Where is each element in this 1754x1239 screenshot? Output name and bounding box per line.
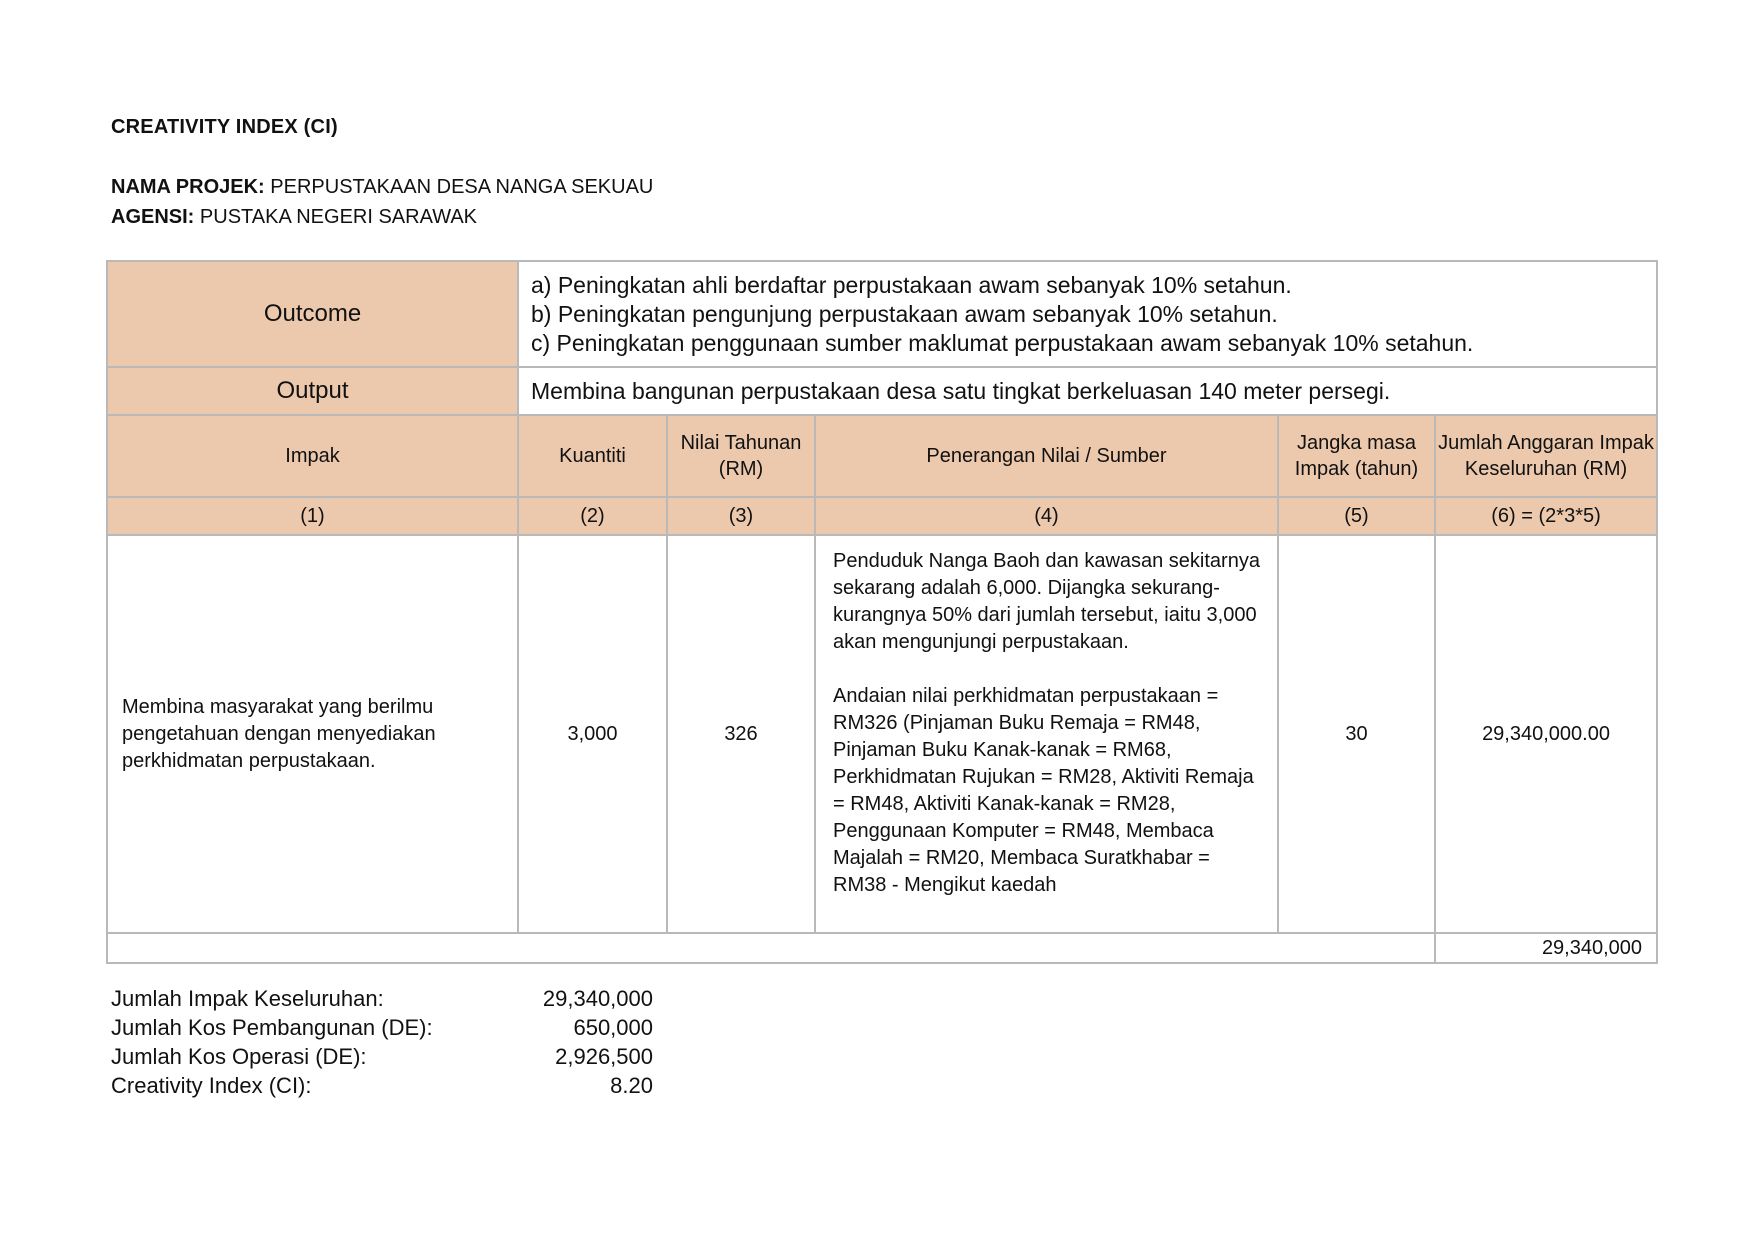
total-value: 29,340,000: [1435, 933, 1657, 963]
column-number-row: [107, 497, 1657, 535]
summary-label: Jumlah Impak Keseluruhan:: [111, 986, 384, 1011]
summary-row: [111, 1042, 653, 1071]
agency-line: [111, 206, 477, 229]
nilai-tahunan-cell: 326: [667, 535, 815, 933]
penerangan-text: [816, 543, 1277, 926]
total-row: [107, 933, 1657, 963]
jumlah-cell: 29,340,000.00: [1435, 535, 1657, 933]
summary-label: Creativity Index (CI):: [111, 1073, 312, 1098]
output-label: Output: [107, 367, 518, 415]
header-jumlah-anggaran: Jumlah Anggaran Impak Keseluruhan (RM): [1435, 415, 1657, 497]
outcome-line: a) Peningkatan ahli berdaftar perpustakaan awam sebanyak 10% setahun.: [531, 271, 1292, 298]
output-text: Membina bangunan perpustakaan desa satu tingkat berkeluasan 140 meter persegi.: [518, 367, 1657, 415]
summary-block: [111, 984, 653, 1100]
outcome-row: [107, 261, 1657, 367]
header-impak: Impak: [107, 415, 518, 497]
project-name-value: PERPUSTAKAAN DESA NANGA SEKUAU: [270, 176, 654, 198]
impak-cell: Membina masyarakat yang berilmu pengetahuan dengan menyediakan perkhidmatan perpustakaan.: [107, 535, 518, 933]
penerangan-paragraph: Penduduk Nanga Baoh dan kawasan sekitarnya sekarang adalah 6,000. Dijangka sekurang-kurangnya 50% dari jumlah tersebut, iaitu 3,000 akan mengunjungi perpustakaan.: [833, 549, 1260, 653]
header-jangka-masa: Jangka masa Impak (tahun): [1278, 415, 1435, 497]
column-number: (1): [107, 497, 518, 535]
column-number: (5): [1278, 497, 1435, 535]
creativity-index-table: [106, 260, 1658, 964]
project-name-line: [111, 176, 653, 199]
penerangan-cell: [815, 535, 1278, 933]
kuantiti-cell: 3,000: [518, 535, 667, 933]
summary-value: 2,926,500: [555, 1044, 653, 1069]
summary-value: 650,000: [573, 1015, 653, 1040]
header-kuantiti: Kuantiti: [518, 415, 667, 497]
summary-value: 8.20: [610, 1073, 653, 1098]
summary-label: Jumlah Kos Pembangunan (DE):: [111, 1015, 433, 1040]
header-row: [107, 415, 1657, 497]
outcome-label: Outcome: [107, 261, 518, 367]
header-penerangan: Penerangan Nilai / Sumber: [815, 415, 1278, 497]
project-name-label: NAMA PROJEK:: [111, 176, 265, 198]
jangka-masa-cell: 30: [1278, 535, 1435, 933]
document-title: CREATIVITY INDEX (CI): [111, 116, 338, 138]
penerangan-paragraph: Andaian nilai perkhidmatan perpustakaan = RM326 (Pinjaman Buku Remaja = RM48, Pinjaman Buku Kanak-kanak = RM68, Perkhidmatan Rujukan = RM28, Aktiviti Remaja = RM48, Aktiviti Kanak-kanak = RM28, Penggunaan Komputer = RM48, Membaca Majalah = RM20, Membaca Suratkhabar = RM38 - Mengikut kaedah: [833, 684, 1254, 896]
summary-label: Jumlah Kos Operasi (DE):: [111, 1044, 367, 1069]
summary-row: [111, 984, 653, 1013]
agency-label: AGENSI:: [111, 206, 195, 228]
agency-value: PUSTAKA NEGERI SARAWAK: [199, 206, 478, 228]
output-row: [107, 367, 1657, 415]
summary-row: [111, 1071, 653, 1100]
header-nilai-tahunan: Nilai Tahunan (RM): [667, 415, 815, 497]
column-number: (2): [518, 497, 667, 535]
outcome-text: [518, 261, 1657, 367]
column-number: (6) = (2*3*5): [1435, 497, 1657, 535]
outcome-line: c) Peningkatan penggunaan sumber maklumat perpustakaan awam sebanyak 10% setahun.: [531, 329, 1474, 356]
summary-row: [111, 1013, 653, 1042]
table-row: [107, 535, 1657, 933]
total-blank-cell: [107, 933, 1435, 963]
column-number: (3): [667, 497, 815, 535]
column-number: (4): [815, 497, 1278, 535]
summary-value: 29,340,000: [542, 986, 653, 1011]
outcome-line: b) Peningkatan pengunjung perpustakaan awam sebanyak 10% setahun.: [531, 300, 1278, 327]
